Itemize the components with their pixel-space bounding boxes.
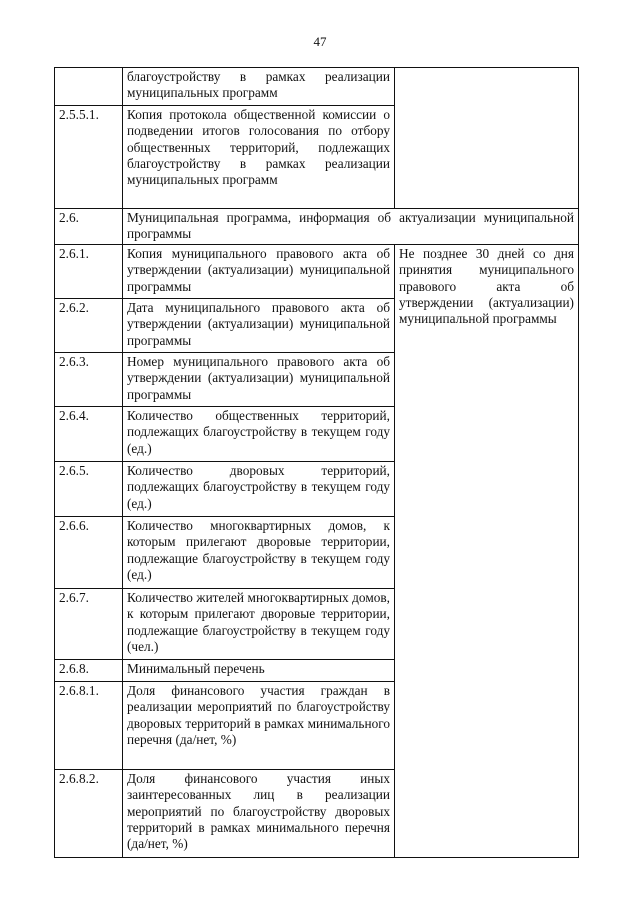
item-number: 2.6.7.: [55, 589, 123, 660]
item-text: Количество общественных территорий, подлежащих благоустройству в текущем году (ед.): [123, 407, 395, 462]
item-text: Дата муниципального правового акта об утверждении (актуализации) муниципальной программы: [123, 299, 395, 353]
item-number: 2.6.8.1.: [55, 682, 123, 770]
page-number: 47: [313, 34, 327, 49]
item-text: благоустройству в рамках реализации муниципальных программ: [123, 68, 395, 106]
item-text: Номер муниципального правового акта об утверждении (актуализации) муниципальной программы: [123, 353, 395, 407]
document-table: [54, 67, 579, 858]
item-number: [55, 68, 123, 106]
item-number: 2.6.: [55, 209, 123, 245]
item-number: 2.6.8.: [55, 660, 123, 682]
table-row: [55, 209, 579, 245]
item-number: 2.6.5.: [55, 462, 123, 517]
item-number: 2.6.8.2.: [55, 770, 123, 858]
item-text: Количество жителей многоквартирных домов, к которым прилегают дворовые территории, подлежащие благоустройству в текущем году (чел.): [123, 589, 395, 660]
item-number: 2.5.5.1.: [55, 106, 123, 209]
item-text: Муниципальная программа, информация об актуализации муниципальной программы: [123, 209, 579, 245]
item-text: Доля финансового участия граждан в реализации мероприятий по благоустройству дворовых территорий в рамках минимального перечня (да/нет, %): [123, 682, 395, 770]
deadline-cell: Не позднее 30 дней со дня принятия муниципального правового акта об утверждении (актуализации) муниципальной программы: [395, 245, 579, 858]
item-number: 2.6.4.: [55, 407, 123, 462]
table-row: [55, 68, 579, 106]
table-row: [55, 245, 579, 299]
item-text: Количество многоквартирных домов, к которым прилегают дворовые территории, подлежащие благоустройству в текущем году (ед.): [123, 517, 395, 589]
item-text: Количество дворовых территорий, подлежащих благоустройству в текущем году (ед.): [123, 462, 395, 517]
item-number: 2.6.2.: [55, 299, 123, 353]
item-number: 2.6.6.: [55, 517, 123, 589]
item-text: Минимальный перечень: [123, 660, 395, 682]
item-number: 2.6.3.: [55, 353, 123, 407]
item-text: Доля финансового участия иных заинтересованных лиц в реализации мероприятий по благоустройству дворовых территорий в рамках минимального перечня (да/нет, %): [123, 770, 395, 858]
item-text: Копия протокола общественной комиссии о подведении итогов голосования по отбору общественных территорий, подлежащих благоустройству в рамках реализации муниципальных программ: [123, 106, 395, 209]
deadline-cell-empty: [395, 68, 579, 209]
item-number: 2.6.1.: [55, 245, 123, 299]
item-text: Копия муниципального правового акта об утверждении (актуализации) муниципальной программы: [123, 245, 395, 299]
